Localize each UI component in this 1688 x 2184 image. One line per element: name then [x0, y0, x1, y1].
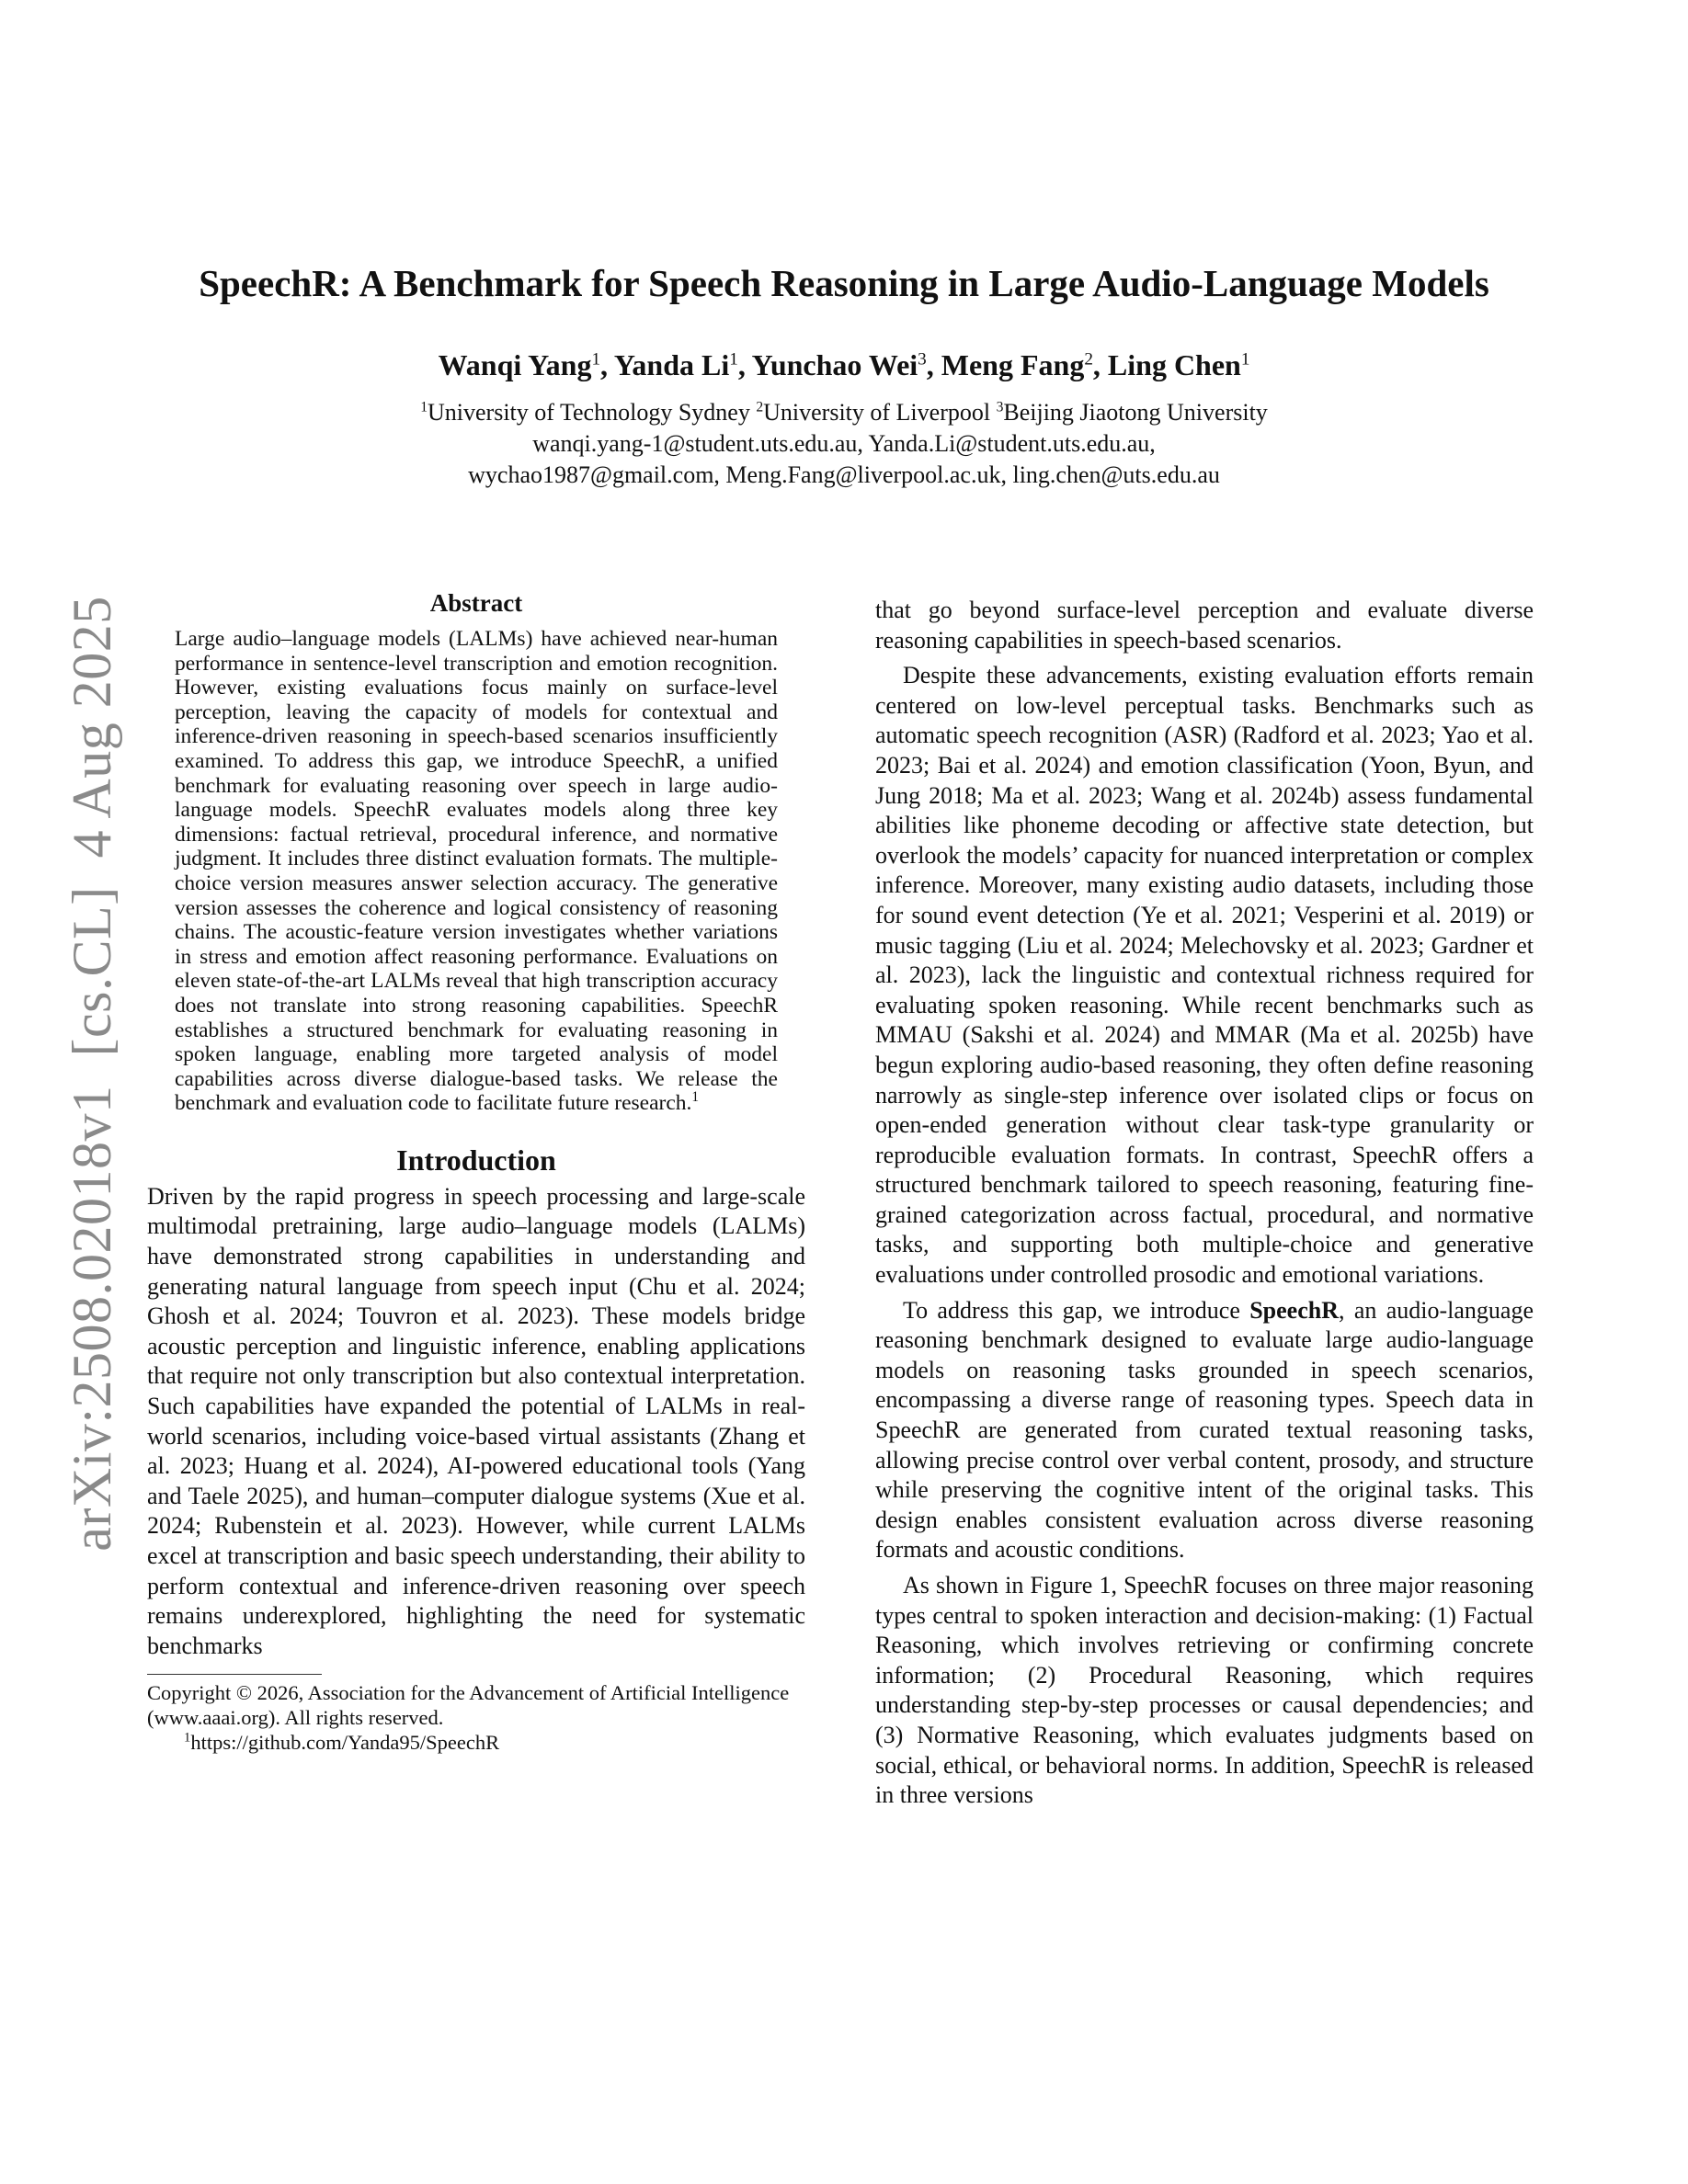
affiliation-mark: 1 [729, 349, 738, 370]
footnote-1 [147, 1730, 805, 1755]
abstract-body-text: Large audio–language models (LALMs) have achieved near-human performance in sentence-level transcription and emotion recognition. However, existing evaluations focus mainly on surface-level perception, leaving the capacity of models for contextual and inference-driven reasoning in speech-based scenarios insufficiently examined. To address this gap, we introduce SpeechR, a unified benchmark for evaluating reasoning over speech in large audio-language models. SpeechR evaluates models along three key dimensions: factual retrieval, procedural inference, and normative judgment. It includes three distinct evaluation formats. The multiple-choice version measures answer selection accuracy. The generative version assesses the coherence and logical consistency of reasoning chains. The acoustic-feature version investigates whether variations in stress and emotion affect reasoning performance. Evaluations on eleven state-of-the-art LALMs reveal that high transcription accuracy does not translate into strong reasoning capabilities. SpeechR establishes a structured benchmark for evaluating reasoning in spoken language, enabling more targeted analysis of model capabilities across diverse dialogue-based tasks. We release the benchmark and evaluation code to facilitate future research. [175, 627, 778, 1116]
intro-paragraph-3 [875, 1296, 1534, 1565]
affiliation-name: University of Technology Sydney [428, 399, 757, 426]
affiliation-name: Beijing Jiaotong University [1003, 399, 1268, 426]
footnotes-block [147, 1680, 805, 1755]
abstract-text [147, 627, 805, 1116]
author-name: Ling Chen [1107, 348, 1241, 381]
affiliation-line [0, 397, 1688, 428]
footnote-url: https://github.com/Yanda95/SpeechR [190, 1731, 500, 1755]
affiliation-name: University of Liverpool [763, 399, 997, 426]
copyright-notice: Copyright © 2026, Association for the Advancement of Artificial Intelligence (www.aaai.org). All rights reserved. [147, 1681, 790, 1730]
affiliation-number: 1 [420, 399, 428, 415]
affiliation-mark: 1 [591, 349, 601, 370]
right-column [875, 596, 1534, 1811]
author-name: Wanqi Yang [438, 348, 592, 381]
benchmark-name: SpeechR [1249, 1296, 1339, 1324]
text-span: , an audio-language reasoning benchmark designed to evaluate large audio-language models on reasoning tasks grounded in speech scenarios, encompassing a diverse range of reasoning types. Speech data in SpeechR are generated from curated textual reasoning tasks, allowing precise control over verbal content, prosody, and structure while preserving the cognitive intent of the original tasks. This design enables consistent evaluation across diverse reasoning formats and acoustic conditions. [875, 1296, 1534, 1564]
author-name: Yanda Li [613, 348, 730, 381]
author-list: Wanqi Yang$^1$, Yanda Li$^1$, Yunchao Wei$^3$, Meng Fang$^2$, Ling Chen$^1$ [438, 348, 1250, 381]
affiliations-block [0, 397, 1688, 491]
author-name: Meng Fang [941, 348, 1085, 381]
footnote-rule [147, 1674, 322, 1675]
affiliation-mark: 3 [918, 349, 927, 370]
intro-paragraph-2: Despite these advancements, existing evaluation efforts remain centered on low-level perceptual tasks. Benchmarks such as automatic speech recognition (ASR) (Radford et al. 2023; Yao et al. 2023; Bai et al. 2024) and emotion classification (Yoon, Byun, and Jung 2018; Ma et al. 2023; Wang et al. 2024b) assess fundamental abilities like phoneme decoding or affective state detection, but overlook the models’ capacity for nuanced interpretation or complex inference. Moreover, many existing audio datasets, including those for sound event detection (Ye et al. 2021; Vesperini et al. 2019) or music tagging (Liu et al. 2024; Melechovsky et al. 2023; Gardner et al. 2023), lack the linguistic and contextual richness required for evaluating spoken reasoning. While recent benchmarks such as MMAU (Sakshi et al. 2024) and MMAR (Ma et al. 2025b) have begun exploring audio-based reasoning, they often define reasoning narrowly as single-step inference over isolated clips or focus on open-ended generation without clear task-type granularity or reproducible evaluation formats. In contrast, SpeechR offers a structured benchmark tailored to speech reasoning, featuring fine-grained categorization across factual, procedural, and normative tasks, and supporting both multiple-choice and generative evaluations under controlled prosodic and emotional variations. [875, 662, 1534, 1289]
email-line: wychao1987@gmail.com, Meng.Fang@liverpool.ac.uk, ling.chen@uts.edu.au [468, 461, 1220, 488]
affiliation-mark: 1 [1240, 349, 1250, 370]
affiliation-number: 2 [756, 399, 764, 415]
text-span: To address this gap, we introduce [903, 1296, 1250, 1324]
intro-paragraph-4: As shown in Figure 1, SpeechR focuses on three major reasoning types central to spoken interaction and decision-making: (1) Factual Reasoning, which involves retrieving or confirming concrete information; (2) Procedural Reasoning, which requires understanding step-by-step processes or causal dependencies; and (3) Normative Reasoning, which evaluates judgments based on social, ethical, or behavioral norms. In addition, SpeechR is released in three versions [875, 1572, 1534, 1809]
affiliation-mark: 2 [1084, 349, 1093, 370]
arxiv-id-text: arXiv:2508.02018v1 [cs.CL] 4 Aug 2025 [62, 596, 122, 1552]
affiliation-number: 3 [996, 399, 1004, 415]
author-name: Yunchao Wei [751, 348, 918, 381]
abstract-heading: Abstract [429, 589, 523, 617]
footnote-mark: 1 [691, 1089, 700, 1106]
intro-paragraph-1: Driven by the rapid progress in speech processing and large-scale multimodal pretraining, large audio–language models (LALMs) have demonstrated strong capabilities in understanding and generating natural language from speech input (Chu et al. 2024; Ghosh et al. 2024; Touvron et al. 2023). These models bridge acoustic perception and linguistic inference, enabling applications that require not only transcription but also contextual interpretation. Such capabilities have expanded the potential of LALMs in real-world scenarios, including voice-based virtual assistants (Zhang et al. 2023; Huang et al. 2024), AI-powered educational tools (Yang and Taele 2025), and human–computer dialogue systems (Xue et al. 2024; Rubenstein et al. 2023). However, while current LALMs excel at transcription and basic speech understanding, their ability to perform contextual and inference-driven reasoning over speech remains underexplored, highlighting the need for systematic benchmarks [147, 1182, 805, 1659]
email-line: wanqi.yang-1@student.uts.edu.au, Yanda.Li@student.uts.edu.au, [532, 430, 1156, 457]
footnote-mark: 1 [184, 1730, 191, 1746]
introduction-heading: Introduction [396, 1143, 556, 1177]
intro-paragraph-1-continued: that go beyond surface-level perception and evaluate diverse reasoning capabilities in speech-based scenarios. [875, 597, 1534, 654]
paper-title: SpeechR: A Benchmark for Speech Reasoning in Large Audio-Language Models [199, 262, 1489, 304]
left-column [147, 588, 805, 1755]
